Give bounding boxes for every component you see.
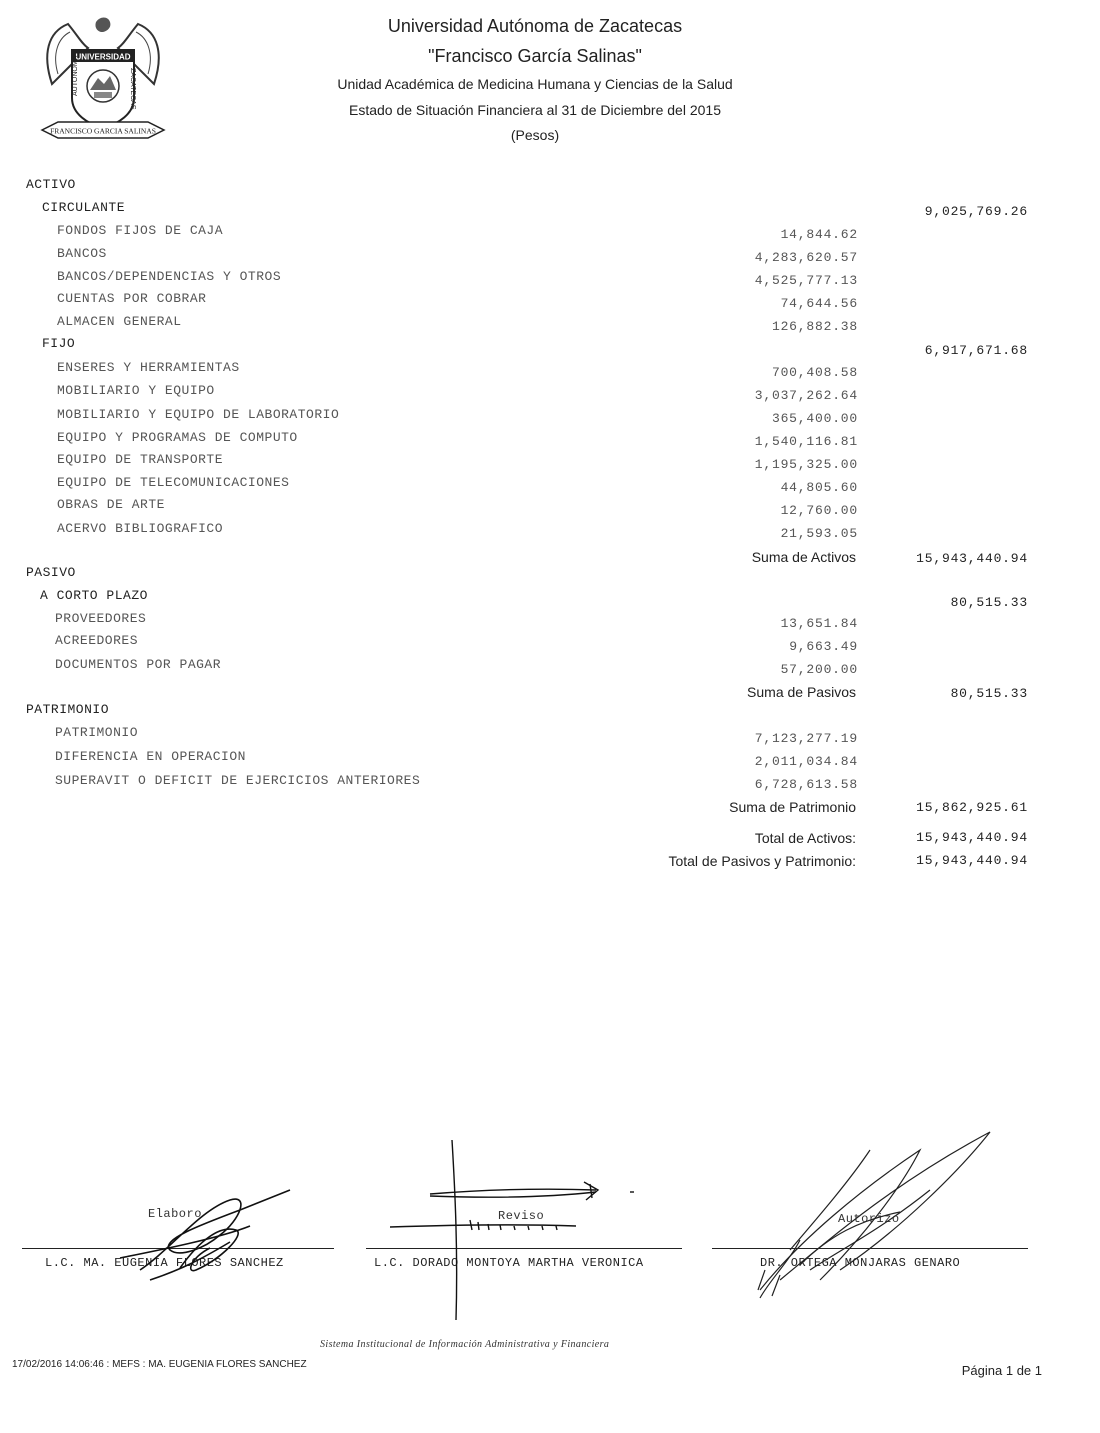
line-item-amount: 6,728,613.58 <box>754 777 858 792</box>
suma-activos-label: Suma de Activos <box>751 549 856 565</box>
subsection-fijo: FIJO <box>42 336 76 351</box>
line-item-label: DIFERENCIA EN OPERACION <box>55 749 246 764</box>
subsection-corto-plazo: A CORTO PLAZO <box>40 588 148 603</box>
line-item-amount: 57,200.00 <box>780 662 858 677</box>
line-item-amount: 1,195,325.00 <box>754 457 858 472</box>
line-item-amount: 3,037,262.64 <box>754 388 858 403</box>
signature-line-autorizo <box>712 1248 1028 1249</box>
line-item-label: ALMACEN GENERAL <box>57 314 182 329</box>
line-item-amount: 365,400.00 <box>771 411 858 426</box>
line-item-amount: 1,540,116.81 <box>754 434 858 449</box>
line-item-label: BANCOS/DEPENDENCIAS Y OTROS <box>57 269 282 284</box>
line-item-label: BANCOS <box>57 246 107 261</box>
university-motto: "Francisco García Salinas" <box>428 46 642 66</box>
statement-title: Estado de Situación Financiera al 31 de Diciembre del 2015 <box>348 102 721 118</box>
line-item-amount: 4,283,620.57 <box>754 250 858 265</box>
total-pasivos-patrimonio-value: 15,943,440.94 <box>916 853 1028 868</box>
line-item-label: PROVEEDORES <box>55 611 147 626</box>
total-pasivos-patrimonio-label: Total de Pasivos y Patrimonio: <box>668 853 856 869</box>
line-item-label: ACERVO BIBLIOGRAFICO <box>57 521 224 536</box>
signature-line-reviso <box>366 1248 682 1249</box>
section-activo: ACTIVO <box>26 177 76 192</box>
line-item-label: CUENTAS POR COBRAR <box>57 291 207 306</box>
signature-line-elaboro <box>22 1248 334 1249</box>
signatory-autorizo: DR. ORTEGA MONJARAS GENARO <box>760 1256 961 1270</box>
line-item-label: SUPERAVIT O DEFICIT DE EJERCICIOS ANTERIORES <box>55 773 421 788</box>
line-item-amount: 12,760.00 <box>780 503 858 518</box>
print-stamp: 17/02/2016 14:06:46 : MEFS : MA. EUGENIA FLORES SANCHEZ <box>12 1359 307 1370</box>
line-item-amount: 126,882.38 <box>771 319 858 334</box>
suma-pasivos-value: 80,515.33 <box>950 686 1028 701</box>
suma-pasivos-label: Suma de Pasivos <box>747 684 856 700</box>
corto-plazo-total: 80,515.33 <box>950 595 1028 610</box>
svg-text:FRANCISCO GARCIA SALINAS: FRANCISCO GARCIA SALINAS <box>50 126 156 136</box>
line-item-amount: 7,123,277.19 <box>754 731 858 746</box>
signature-reviso-scribble <box>390 1140 634 1320</box>
line-item-label: FONDOS FIJOS DE CAJA <box>57 223 224 238</box>
line-item-label: EQUIPO DE TELECOMUNICACIONES <box>57 475 290 490</box>
section-patrimonio: PATRIMONIO <box>26 702 110 717</box>
line-item-amount: 2,011,034.84 <box>754 754 858 769</box>
circulante-total: 9,025,769.26 <box>924 204 1028 219</box>
signature-title-reviso: Reviso <box>498 1209 545 1223</box>
university-seal-logo <box>38 14 168 142</box>
line-item-amount: 700,408.58 <box>771 365 858 380</box>
line-item-label: EQUIPO Y PROGRAMAS DE COMPUTO <box>57 430 298 445</box>
line-item-amount: 74,644.56 <box>780 296 858 311</box>
signatory-reviso: L.C. DORADO MONTOYA MARTHA VERONICA <box>374 1256 644 1270</box>
line-item-label: MOBILIARIO Y EQUIPO DE LABORATORIO <box>57 407 340 422</box>
total-activos-label: Total de Activos: <box>754 830 856 846</box>
university-name: Universidad Autónoma de Zacatecas <box>387 16 683 36</box>
section-pasivo: PASIVO <box>26 565 76 580</box>
suma-activos-value: 15,943,440.94 <box>916 551 1028 566</box>
svg-text:ZACATECAS: ZACATECAS <box>129 68 136 110</box>
signature-title-autorizo: Autorizo <box>838 1212 900 1226</box>
line-item-label: DOCUMENTOS POR PAGAR <box>55 657 222 672</box>
line-item-amount: 14,844.62 <box>780 227 858 242</box>
line-item-amount: 13,651.84 <box>780 616 858 631</box>
line-item-amount: 44,805.60 <box>780 480 858 495</box>
system-name-footer: Sistema Institucional de Información Administrativa y Financiera <box>320 1339 610 1350</box>
signature-title-elaboro: Elaboro <box>148 1207 202 1221</box>
handwritten-signatures <box>0 1130 1100 1330</box>
line-item-amount: 21,593.05 <box>780 526 858 541</box>
line-item-label: ENSERES Y HERRAMIENTAS <box>57 360 240 375</box>
line-item-amount: 4,525,777.13 <box>754 273 858 288</box>
currency-label: (Pesos) <box>510 127 560 143</box>
page-number: Página 1 de 1 <box>961 1363 1042 1378</box>
academic-unit: Unidad Académica de Medicina Humana y Ciencias de la Salud <box>337 76 733 92</box>
line-item-label: EQUIPO DE TRANSPORTE <box>57 452 224 467</box>
subsection-circulante: CIRCULANTE <box>42 200 126 215</box>
line-item-label: MOBILIARIO Y EQUIPO <box>57 383 215 398</box>
line-item-label: PATRIMONIO <box>55 725 139 740</box>
total-activos-value: 15,943,440.94 <box>916 830 1028 845</box>
svg-text:AUTONOMA: AUTONOMA <box>72 55 79 96</box>
signatory-elaboro: L.C. MA. EUGENIA FLORES SANCHEZ <box>45 1256 284 1270</box>
suma-patrimonio-label: Suma de Patrimonio <box>729 799 856 815</box>
line-item-amount: 9,663.49 <box>789 639 858 654</box>
line-item-label: OBRAS DE ARTE <box>57 497 165 512</box>
suma-patrimonio-value: 15,862,925.61 <box>916 800 1028 815</box>
svg-text:UNIVERSIDAD: UNIVERSIDAD <box>75 52 131 62</box>
line-item-label: ACREEDORES <box>55 633 139 648</box>
fijo-total: 6,917,671.68 <box>924 343 1028 358</box>
